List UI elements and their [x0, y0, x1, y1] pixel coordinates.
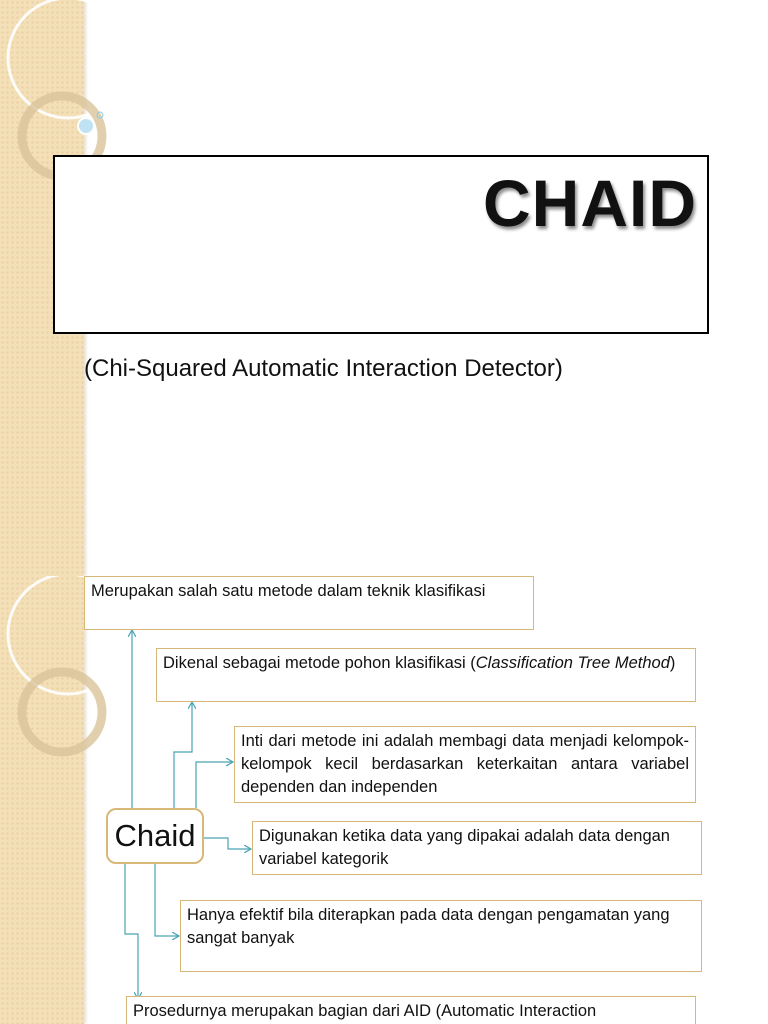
- item-text-2-italic: Classification Tree Method: [475, 654, 670, 672]
- item-box-5: [180, 900, 702, 972]
- item-box-4: [252, 821, 702, 875]
- connector-to-item-4: [204, 838, 250, 849]
- item-text-1: Merupakan salah satu metode dalam teknik klasifikasi: [91, 582, 486, 600]
- connector-to-item-6: [125, 864, 138, 998]
- slide-title-text: CHAID: [483, 166, 697, 240]
- title-box: [53, 155, 709, 334]
- item-text-2-close: ): [669, 654, 676, 672]
- item-box-1: [84, 576, 534, 630]
- item-box-2: [156, 648, 696, 702]
- item-box-6: [126, 996, 696, 1024]
- item-text-3: Inti dari metode ini adalah membagi data menjadi kelompok-kelompok kecil berdasarkan keterkaitan antara variabel dependen dan independen: [241, 732, 689, 796]
- slide-subtitle: (Chi-Squared Automatic Interaction Detector): [84, 355, 563, 382]
- item-text-5: Hanya efektif bila diterapkan pada data dengan pengamatan yang sangat banyak: [187, 906, 670, 947]
- item-text-2-plain: Dikenal sebagai metode pohon klasifikasi (: [163, 654, 476, 672]
- item-box-3: [234, 726, 696, 803]
- item-text-4: Digunakan ketika data yang dipakai adalah data dengan variabel kategorik: [259, 827, 670, 868]
- slide-chaid-overview: [0, 576, 768, 1024]
- connector-to-item-5: [155, 864, 178, 936]
- item-text-6: Prosedurnya merupakan bagian dari AID (Automatic Interaction: [133, 1002, 597, 1020]
- connector-to-item-3: [196, 762, 232, 808]
- connector-to-item-2: [174, 703, 192, 808]
- chaid-center-node: Chaid: [106, 808, 204, 864]
